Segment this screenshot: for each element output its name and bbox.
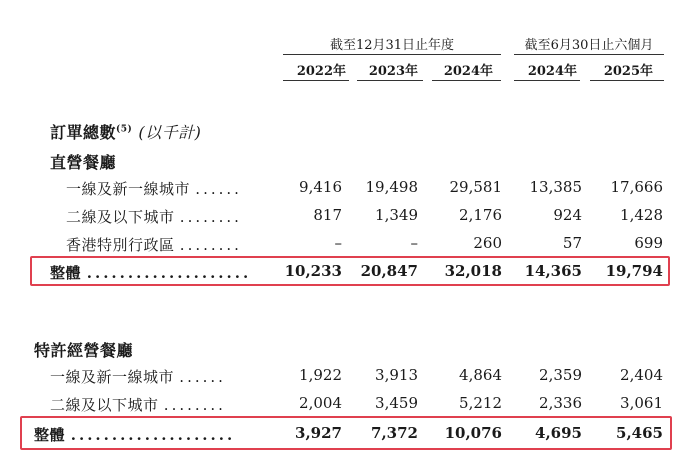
direct-row-value: 9,416 [299, 178, 342, 196]
franchise-row-value: 4,864 [459, 366, 502, 384]
direct-row-value: 260 [473, 234, 502, 252]
franchise-total-value: 10,076 [444, 424, 502, 442]
direct-row-value: 2,176 [459, 206, 502, 224]
header-halfyear-group-rule [514, 54, 664, 55]
direct-total-value: 14,365 [524, 262, 582, 280]
franchise-row-value: 2,004 [299, 394, 342, 412]
year-header-2023: 2023年 [368, 64, 418, 79]
year-rule-2023 [357, 80, 423, 81]
year-rule-2022 [283, 80, 349, 81]
direct-row-value: 29,581 [449, 178, 502, 196]
direct-row-value: 924 [553, 206, 582, 224]
direct-restaurants-title: 直營餐廳 [50, 153, 117, 172]
franchise-total-value: 4,695 [535, 424, 582, 442]
franchise-total-value: 5,465 [616, 424, 663, 442]
direct-total-value: 19,794 [605, 262, 663, 280]
franchise-row-value: 1,922 [299, 366, 342, 384]
direct-total-value: 32,018 [444, 262, 502, 280]
direct-row-value: 13,385 [529, 178, 582, 196]
franchise-total-value: 7,372 [371, 424, 418, 442]
direct-row-label: 二線及以下城市 ........ [66, 208, 242, 226]
year-rule-2025-h1 [590, 80, 664, 81]
year-header-2024: 2024年 [443, 64, 493, 79]
direct-row-value: 699 [634, 234, 663, 252]
franchise-total-label: 整體 .................... [34, 426, 236, 444]
direct-total-value: 10,233 [284, 262, 342, 280]
direct-total-value: 20,847 [360, 262, 418, 280]
direct-total-label: 整體 .................... [50, 264, 252, 282]
year-rule-2024-h1 [514, 80, 580, 81]
franchise-row-label: 一線及新一線城市 ...... [50, 368, 226, 386]
franchise-row-value: 2,336 [539, 394, 582, 412]
orders-unit: (以千計) [138, 123, 202, 142]
franchise-row-value: 2,404 [620, 366, 663, 384]
year-rule-2024 [432, 80, 501, 81]
direct-row-value: 17,666 [610, 178, 663, 196]
franchise-row-value: 2,359 [539, 366, 582, 384]
direct-row-value: 1,349 [375, 206, 418, 224]
footnote-marker: (5) [116, 124, 133, 135]
direct-row-value: 19,498 [365, 178, 418, 196]
direct-row-value: – [334, 234, 342, 252]
franchise-row-value: 5,212 [459, 394, 502, 412]
direct-row-label: 一線及新一線城市 ...... [66, 180, 242, 198]
header-year-group-rule [283, 54, 501, 55]
direct-row-value: – [410, 234, 418, 252]
year-header-2022: 2022年 [296, 64, 346, 79]
orders-section-title [50, 120, 201, 143]
direct-row-label: 香港特別行政區 ........ [66, 236, 242, 254]
direct-row-value: 57 [562, 234, 582, 252]
header-year-group: 截至12月31日止年度 [329, 38, 455, 53]
year-header-2025-h1: 2025年 [603, 64, 653, 79]
franchise-row-label: 二線及以下城市 ........ [50, 396, 226, 414]
franchise-row-value: 3,913 [375, 366, 418, 384]
franchise-total-value: 3,927 [295, 424, 342, 442]
year-header-2024-h1: 2024年 [527, 64, 577, 79]
franchise-row-value: 3,459 [375, 394, 418, 412]
orders-title-text: 訂單總數 [50, 123, 117, 142]
franchise-row-value: 3,061 [620, 394, 663, 412]
direct-row-value: 817 [313, 206, 342, 224]
franchise-restaurants-title: 特許經營餐廳 [34, 341, 134, 360]
direct-row-value: 1,428 [620, 206, 663, 224]
header-halfyear-group: 截至6月30日止六個月 [524, 38, 654, 53]
